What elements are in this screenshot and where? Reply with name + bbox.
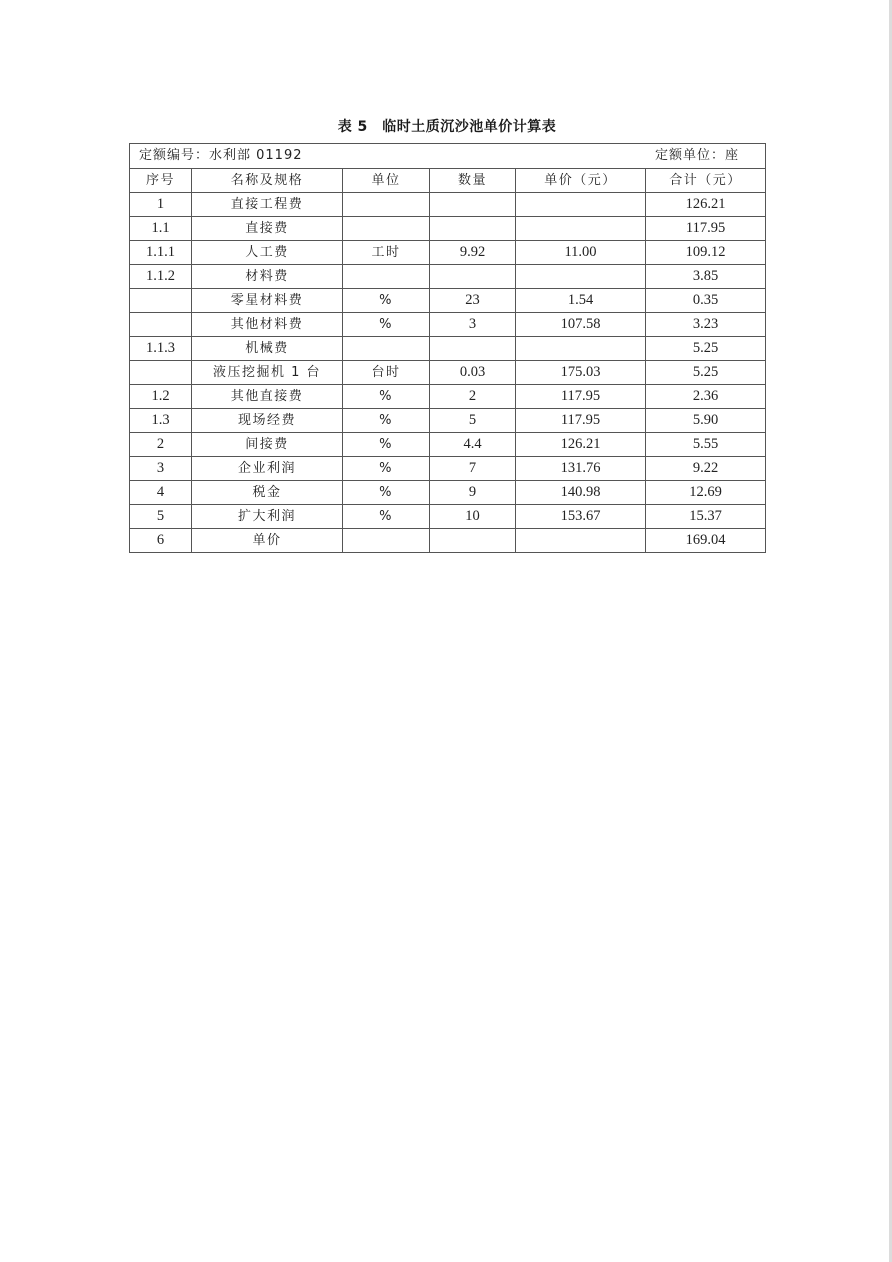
cell-name: 其他直接费	[192, 385, 343, 409]
table-title: 表 5 临时土质沉沙池单价计算表	[337, 119, 557, 135]
table-row	[130, 193, 766, 217]
table-row	[130, 217, 766, 241]
cell-no: 1	[130, 193, 192, 217]
header-no: 序号	[130, 169, 192, 193]
cell-no	[130, 361, 192, 385]
table-row	[130, 361, 766, 385]
cell-total: 3.85	[646, 265, 766, 289]
cell-name: 材料费	[192, 265, 343, 289]
cell-name: 直接费	[192, 217, 343, 241]
cell-unit	[343, 217, 430, 241]
cell-price: 1.54	[516, 289, 646, 313]
header-total: 合计（元）	[646, 169, 766, 193]
quota-info-cell	[130, 144, 766, 169]
cell-qty: 7	[430, 457, 516, 481]
cell-qty	[430, 529, 516, 553]
cell-qty: 10	[430, 505, 516, 529]
cell-unit	[343, 265, 430, 289]
cell-name: 直接工程费	[192, 193, 343, 217]
cell-qty: 2	[430, 385, 516, 409]
cell-total: 3.23	[646, 313, 766, 337]
cell-total: 5.25	[646, 361, 766, 385]
cell-unit: %	[343, 409, 430, 433]
cell-name: 单价	[192, 529, 343, 553]
cell-total: 9.22	[646, 457, 766, 481]
header-qty: 数量	[430, 169, 516, 193]
cell-no: 1.2	[130, 385, 192, 409]
cell-unit: %	[343, 385, 430, 409]
cell-price: 140.98	[516, 481, 646, 505]
cell-no: 1.3	[130, 409, 192, 433]
cell-unit: %	[343, 457, 430, 481]
cell-name: 液压挖掘机 1 台	[192, 361, 343, 385]
cell-qty	[430, 193, 516, 217]
table-row	[130, 409, 766, 433]
cell-total: 5.55	[646, 433, 766, 457]
cell-qty	[430, 217, 516, 241]
cell-no: 3	[130, 457, 192, 481]
cell-name: 税金	[192, 481, 343, 505]
cell-total: 12.69	[646, 481, 766, 505]
cell-price: 131.76	[516, 457, 646, 481]
cell-name: 机械费	[192, 337, 343, 361]
cell-no: 4	[130, 481, 192, 505]
cell-unit: %	[343, 289, 430, 313]
cell-unit: %	[343, 481, 430, 505]
cell-unit	[343, 529, 430, 553]
cell-qty: 0.03	[430, 361, 516, 385]
cell-no	[130, 289, 192, 313]
cell-name: 现场经费	[192, 409, 343, 433]
cell-name: 间接费	[192, 433, 343, 457]
cell-unit	[343, 193, 430, 217]
cell-qty	[430, 337, 516, 361]
cell-price: 153.67	[516, 505, 646, 529]
table-row	[130, 481, 766, 505]
cell-name: 人工费	[192, 241, 343, 265]
table-row	[130, 385, 766, 409]
quota-info-row	[130, 144, 766, 169]
cell-name: 零星材料费	[192, 289, 343, 313]
cell-qty: 23	[430, 289, 516, 313]
cell-unit	[343, 337, 430, 361]
cell-total: 5.90	[646, 409, 766, 433]
cell-total: 15.37	[646, 505, 766, 529]
quota-unit: 定额单位：座	[655, 148, 740, 163]
cell-qty: 9	[430, 481, 516, 505]
cell-price	[516, 529, 646, 553]
table-row	[130, 505, 766, 529]
cell-price: 11.00	[516, 241, 646, 265]
header-name: 名称及规格	[192, 169, 343, 193]
cell-total: 126.21	[646, 193, 766, 217]
cell-unit: 台时	[343, 361, 430, 385]
table-row	[130, 529, 766, 553]
cell-unit: %	[343, 433, 430, 457]
cell-price: 117.95	[516, 409, 646, 433]
quota-code: 定额编号：水利部 01192	[139, 148, 303, 163]
cell-total: 169.04	[646, 529, 766, 553]
table-row	[130, 313, 766, 337]
cell-qty: 5	[430, 409, 516, 433]
header-price: 单价（元）	[516, 169, 646, 193]
cell-total: 117.95	[646, 217, 766, 241]
table-row	[130, 457, 766, 481]
cell-total: 5.25	[646, 337, 766, 361]
table-row	[130, 265, 766, 289]
table-row	[130, 337, 766, 361]
cell-qty	[430, 265, 516, 289]
cell-price	[516, 217, 646, 241]
cell-unit: %	[343, 313, 430, 337]
cell-price: 117.95	[516, 385, 646, 409]
cell-price	[516, 193, 646, 217]
cell-total: 109.12	[646, 241, 766, 265]
cell-unit: 工时	[343, 241, 430, 265]
header-unit: 单位	[343, 169, 430, 193]
cell-qty: 4.4	[430, 433, 516, 457]
cell-qty: 3	[430, 313, 516, 337]
cell-name: 其他材料费	[192, 313, 343, 337]
cell-name: 企业利润	[192, 457, 343, 481]
cell-no: 1.1.3	[130, 337, 192, 361]
cell-price: 107.58	[516, 313, 646, 337]
table-row	[130, 241, 766, 265]
cell-price	[516, 337, 646, 361]
cell-unit: %	[343, 505, 430, 529]
cell-price: 175.03	[516, 361, 646, 385]
cell-name: 扩大利润	[192, 505, 343, 529]
cell-no: 5	[130, 505, 192, 529]
cell-no: 1.1.2	[130, 265, 192, 289]
header-row	[130, 169, 766, 193]
cell-price	[516, 265, 646, 289]
cell-total: 2.36	[646, 385, 766, 409]
cell-no: 6	[130, 529, 192, 553]
cell-price: 126.21	[516, 433, 646, 457]
cell-no	[130, 313, 192, 337]
cell-no: 1.1.1	[130, 241, 192, 265]
cell-no: 1.1	[130, 217, 192, 241]
table-row	[130, 289, 766, 313]
cell-qty: 9.92	[430, 241, 516, 265]
unit-price-table	[129, 143, 766, 553]
cell-total: 0.35	[646, 289, 766, 313]
table-row	[130, 433, 766, 457]
cell-no: 2	[130, 433, 192, 457]
